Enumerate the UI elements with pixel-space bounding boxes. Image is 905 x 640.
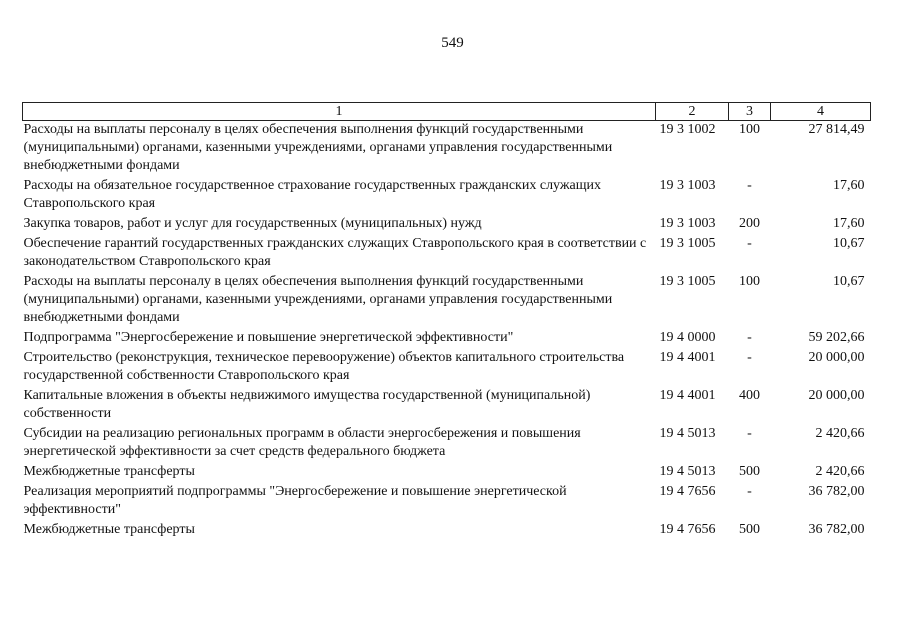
row-name: Расходы на обязательное государственное страхование государственных гражданских служащих Ставропольского края bbox=[23, 178, 602, 211]
row-target-code: 19 4 5013 bbox=[659, 464, 716, 479]
row-name: Капитальные вложения в объекты недвижимого имущества государственной (муниципальной) собственности bbox=[23, 388, 591, 421]
table-row bbox=[23, 387, 871, 425]
row-expense-type: - bbox=[747, 350, 752, 365]
table-row bbox=[23, 521, 871, 541]
row-amount: 59 202,66 bbox=[808, 330, 865, 345]
row-name: Закупка товаров, работ и услуг для государственных (муниципальных) нужд bbox=[23, 216, 482, 231]
header-row bbox=[23, 103, 871, 121]
row-name: Расходы на выплаты персоналу в целях обеспечения выполнения функций государственными (муниципальными) органами, казенными учреждениями, органами управления государственными внебюджетными фондами bbox=[23, 274, 613, 325]
row-expense-type: 500 bbox=[739, 522, 760, 537]
row-target-code: 19 4 7656 bbox=[659, 522, 716, 537]
row-expense-type: 400 bbox=[739, 388, 760, 403]
row-amount: 17,60 bbox=[833, 178, 865, 193]
row-expense-type: - bbox=[747, 236, 752, 251]
row-target-code: 19 4 5013 bbox=[659, 426, 716, 441]
table-row bbox=[23, 349, 871, 387]
header-col-1: 1 bbox=[23, 103, 656, 121]
row-amount: 17,60 bbox=[833, 216, 865, 231]
table-row bbox=[23, 483, 871, 521]
row-amount: 36 782,00 bbox=[808, 484, 865, 499]
row-amount: 20 000,00 bbox=[808, 388, 865, 403]
table-row bbox=[23, 235, 871, 273]
row-name: Реализация мероприятий подпрограммы "Энергосбережение и повышение энергетической эффективности" bbox=[23, 484, 567, 517]
table-row bbox=[23, 177, 871, 215]
row-expense-type: - bbox=[747, 178, 752, 193]
row-expense-type: 100 bbox=[739, 122, 760, 137]
row-expense-type: - bbox=[747, 330, 752, 345]
row-amount: 36 782,00 bbox=[808, 522, 865, 537]
row-target-code: 19 4 7656 bbox=[659, 484, 716, 499]
row-name: Расходы на выплаты персоналу в целях обеспечения выполнения функций государственными (муниципальными) органами, казенными учреждениями, органами управления государственными внебюджетными фондами bbox=[23, 122, 613, 173]
row-amount: 27 814,49 bbox=[808, 122, 865, 137]
row-expense-type: - bbox=[747, 484, 752, 499]
table-row bbox=[23, 215, 871, 235]
row-target-code: 19 4 0000 bbox=[659, 330, 716, 345]
row-amount: 2 420,66 bbox=[815, 426, 865, 441]
table-body bbox=[23, 121, 871, 542]
budget-table bbox=[22, 102, 871, 541]
row-expense-type: 200 bbox=[739, 216, 760, 231]
row-expense-type: 500 bbox=[739, 464, 760, 479]
table-row bbox=[23, 273, 871, 329]
row-target-code: 19 4 4001 bbox=[659, 388, 716, 403]
row-name: Обеспечение гарантий государственных гражданских служащих Ставропольского края в соответствии с законодательством Ставропольского края bbox=[23, 236, 647, 269]
row-name: Межбюджетные трансферты bbox=[23, 522, 195, 537]
header-col-2: 2 bbox=[656, 103, 729, 121]
row-name: Подпрограмма "Энергосбережение и повышение энергетической эффективности" bbox=[23, 330, 514, 345]
page-number: 549 bbox=[441, 35, 464, 51]
row-name: Строительство (реконструкция, техническое перевооружение) объектов капитального строительства государственной собственности Ставропольского края bbox=[23, 350, 625, 383]
table-row bbox=[23, 463, 871, 483]
header-col-3: 3 bbox=[729, 103, 771, 121]
row-amount: 20 000,00 bbox=[808, 350, 865, 365]
row-target-code: 19 3 1003 bbox=[659, 216, 716, 231]
header-col-4: 4 bbox=[771, 103, 871, 121]
table-header bbox=[23, 103, 871, 121]
row-expense-type: - bbox=[747, 426, 752, 441]
row-target-code: 19 3 1005 bbox=[659, 274, 716, 289]
row-name: Межбюджетные трансферты bbox=[23, 464, 195, 479]
table-row bbox=[23, 425, 871, 463]
table-row bbox=[23, 329, 871, 349]
row-expense-type: 100 bbox=[739, 274, 760, 289]
row-amount: 2 420,66 bbox=[815, 464, 865, 479]
row-target-code: 19 3 1003 bbox=[659, 178, 716, 193]
row-name: Субсидии на реализацию региональных программ в области энергосбережения и повышения энергетической эффективности за счет средств федерального бюджета bbox=[23, 426, 581, 459]
row-target-code: 19 3 1005 bbox=[659, 236, 716, 251]
row-amount: 10,67 bbox=[833, 236, 865, 251]
row-amount: 10,67 bbox=[833, 274, 865, 289]
row-target-code: 19 3 1002 bbox=[659, 122, 716, 137]
row-target-code: 19 4 4001 bbox=[659, 350, 716, 365]
table-row bbox=[23, 121, 871, 178]
